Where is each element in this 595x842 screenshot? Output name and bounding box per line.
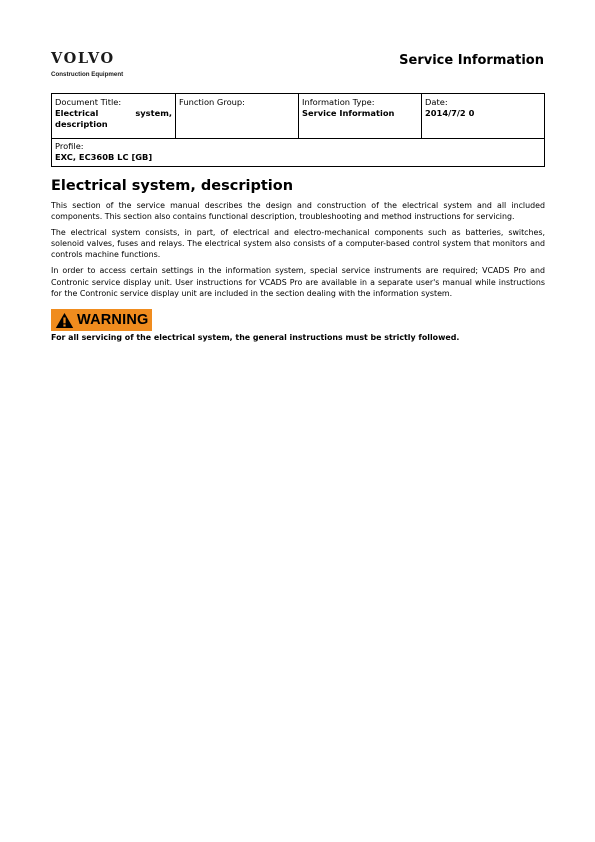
brand-subtitle: Construction Equipment	[51, 71, 124, 78]
information-type-label: Information Type:	[302, 97, 375, 107]
page-header-title: Service Information	[399, 53, 544, 68]
document-title-value-line1: Electrical system,	[55, 108, 172, 118]
volvo-logo	[51, 52, 131, 78]
information-type-cell	[298, 94, 421, 138]
document-heading: Electrical system, description	[51, 178, 294, 194]
warning-label: WARNING	[77, 312, 149, 328]
date-cell	[421, 94, 544, 138]
warning-badge	[51, 309, 152, 331]
body-paragraph: The electrical system consists, in part, of electrical and electro-mechanical components such as batteries, switches, solenoid valves, fuses and relays. The electrical system also consists of a computer-based control system that monitors and controls machine functions.	[51, 228, 545, 260]
body-paragraph: This section of the service manual describes the design and construction of the electrical system and all included components. This section also contains functional description, troubleshooting and method instructions for servicing.	[51, 201, 545, 222]
body-paragraph: In order to access certain settings in the information system, special service instruments are required; VCADS Pro and Contronic service display unit. User instructions for VCADS Pro are available in a separate user's manual while instructions for the Contronic service display unit are included in the section dealing with the information system.	[51, 266, 545, 298]
document-info-table	[51, 93, 545, 167]
information-type-value: Service Information	[302, 108, 395, 118]
profile-value: EXC, EC360B LC [GB]	[55, 152, 153, 162]
function-group-label: Function Group:	[179, 97, 245, 107]
warning-text: For all servicing of the electrical system, the general instructions must be strictly followed.	[51, 333, 460, 342]
document-title-label: Document Title:	[55, 97, 122, 107]
date-label: Date:	[425, 97, 448, 107]
document-title-value-line2: description	[55, 119, 108, 129]
info-row	[52, 94, 544, 138]
document-body	[51, 200, 545, 304]
function-group-cell	[175, 94, 298, 138]
profile-cell	[52, 139, 544, 166]
date-value: 2014/7/2 0	[425, 108, 475, 118]
profile-label: Profile:	[55, 141, 84, 151]
brand-wordmark: VOLVO	[51, 50, 115, 67]
profile-row	[52, 138, 544, 166]
warning-triangle-icon	[55, 312, 74, 329]
document-title-cell	[52, 94, 175, 138]
